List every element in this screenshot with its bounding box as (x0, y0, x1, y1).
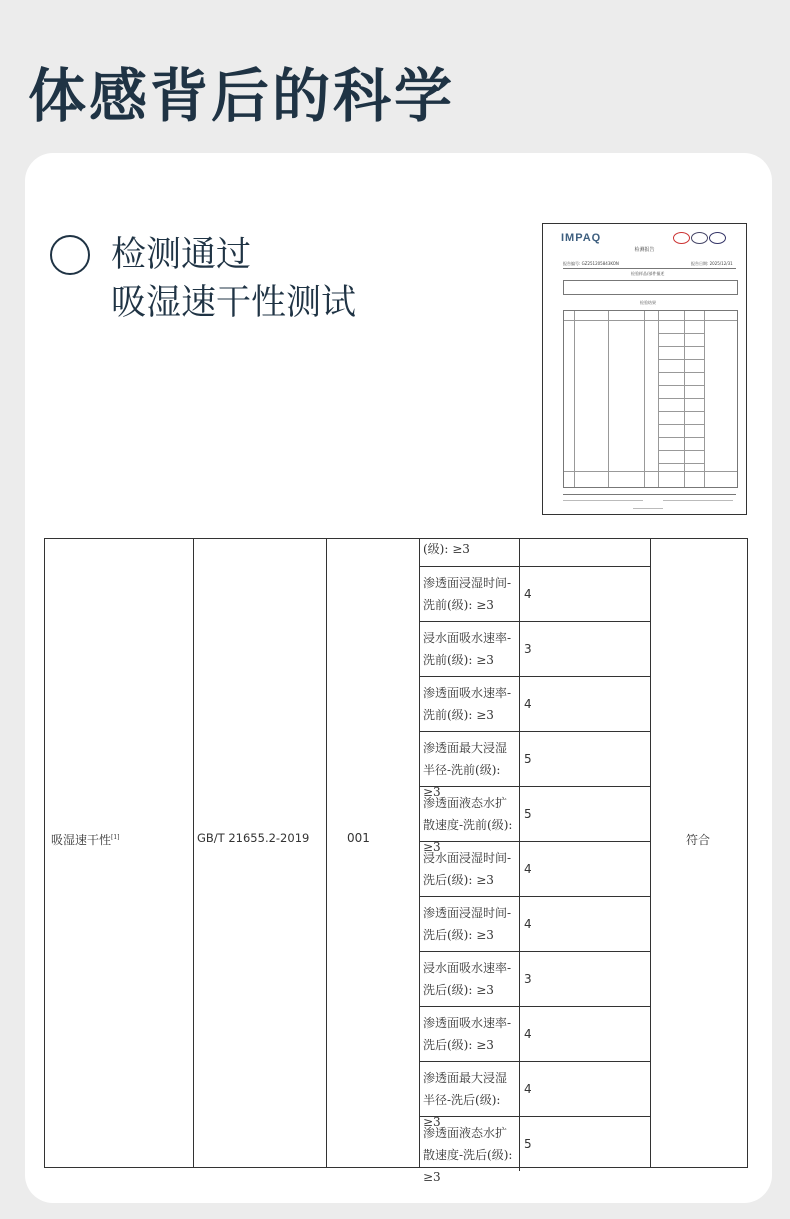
result-cell: 5 (519, 1117, 651, 1171)
result-cell: 4 (519, 842, 651, 896)
report-rule (563, 268, 736, 269)
result-cell: 3 (519, 622, 651, 676)
report-title: 检测报告 (634, 247, 655, 253)
table-row (419, 1061, 651, 1129)
requirement-cell: 渗透面吸水速率-洗前(级): ≥3 (423, 686, 512, 722)
test-method: GB/T 21655.2-2019 (197, 831, 310, 845)
table-row (419, 1116, 651, 1184)
page-title: 体感背后的科学 (28, 62, 456, 130)
result-cell: 4 (519, 567, 651, 621)
sample-box (563, 280, 738, 295)
report-footer-text (563, 500, 643, 501)
circle-icon (50, 235, 90, 275)
sample-number: 001 (347, 831, 370, 845)
ilac-seal-icon (691, 232, 708, 244)
requirement-cell: 浸水面吸水速率-洗前(级): ≥3 (423, 631, 512, 667)
test-item-note: [1] (111, 834, 120, 841)
table-row (419, 731, 651, 799)
result-cell: 3 (519, 952, 651, 1006)
table-row (419, 621, 651, 676)
result-cell: 5 (519, 787, 651, 841)
cnas-seal-icon (709, 232, 726, 244)
result-cell: 4 (519, 897, 651, 951)
cma-seal-icon (673, 232, 690, 244)
test-item: 吸湿速干性 (51, 833, 112, 847)
column-divider (193, 539, 194, 1167)
report-footer-rule (563, 494, 736, 495)
test-report-thumbnail (542, 223, 747, 515)
requirement-cell: (级): ≥3 (423, 542, 470, 556)
result-cell (519, 538, 651, 566)
column-divider (326, 539, 327, 1167)
requirement-cell: 渗透面液态水扩散速度-洗后(级): ≥3 (423, 1126, 513, 1184)
test-results-table (44, 538, 748, 1184)
report-date: 报告日期: 2025/12/31 (691, 261, 733, 266)
table-row-partial (419, 538, 651, 566)
report-page-number (633, 508, 663, 509)
result-cell: 5 (519, 732, 651, 786)
report-footer-text-2 (663, 500, 733, 501)
report-number: 报告编号: GZ251205843KON (563, 261, 619, 266)
result-cell: 4 (519, 677, 651, 731)
table-row (419, 676, 651, 731)
requirement-cell: 渗透面浸湿时间-洗前(级): ≥3 (423, 576, 512, 612)
table-row (419, 951, 651, 1006)
requirement-cell: 渗透面液态水扩散速度-洗前(级): ≥3 (423, 796, 513, 854)
impaq-logo: IMPAQ (561, 232, 602, 244)
headline-line-1: 检测通过 (111, 235, 252, 275)
test-item-cell (51, 831, 120, 848)
table-row (419, 841, 651, 896)
conclusion: 符合 (686, 833, 711, 847)
result-cell: 4 (519, 1062, 651, 1116)
results-table-mini (563, 310, 738, 488)
report-section-1: 检验样品/部件描述 (631, 271, 665, 276)
requirement-cell: 浸水面吸水速率-洗后(级): ≥3 (423, 961, 512, 997)
headline (111, 231, 356, 327)
content-card (25, 153, 772, 1203)
table-row (419, 566, 651, 621)
table-row (419, 786, 651, 854)
requirement-cell: 浸水面浸湿时间-洗后(级): ≥3 (423, 851, 512, 887)
requirement-cell: 渗透面浸湿时间-洗后(级): ≥3 (423, 906, 512, 942)
result-cell: 4 (519, 1007, 651, 1061)
requirement-cell: 渗透面最大浸湿半径-洗前(级): ≥3 (423, 741, 508, 799)
requirement-cell: 渗透面吸水速率-洗后(级): ≥3 (423, 1016, 512, 1052)
report-section-2: 检验结果 (640, 300, 656, 305)
table-row (419, 1006, 651, 1061)
headline-line-2: 吸湿速干性测试 (111, 283, 357, 323)
requirement-cell: 渗透面最大浸湿半径-洗后(级): ≥3 (423, 1071, 508, 1129)
table-row (419, 896, 651, 951)
